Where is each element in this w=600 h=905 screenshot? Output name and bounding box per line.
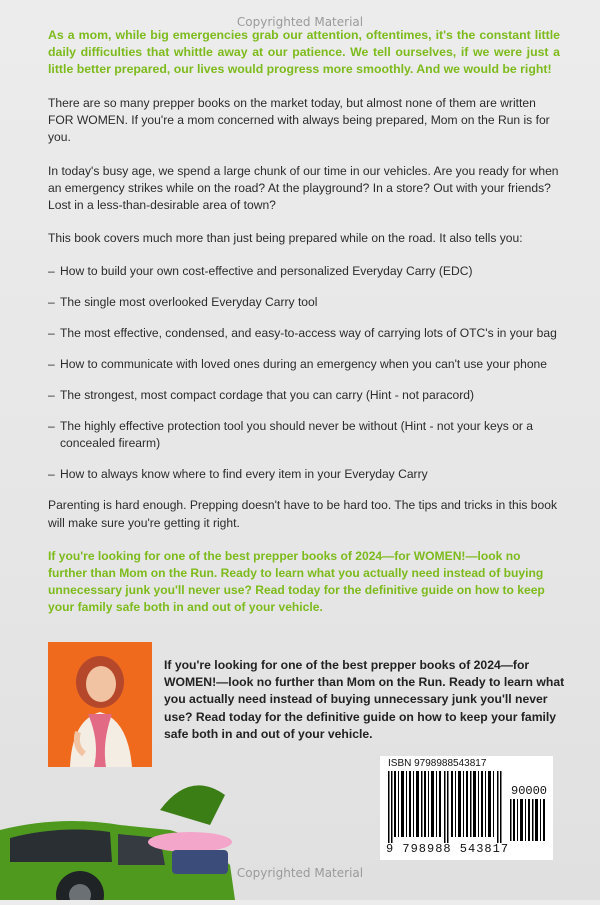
lead-paragraph: As a mom, while big emergencies grab our attention, oftentimes, it's the constant little daily difficulties that whittle away at our patience. We tell ourselves, if we were just a little better prepared, our lives would progress more smoothly. And we would be right! xyxy=(48,28,560,76)
feature-list xyxy=(48,263,560,483)
list-item: – The single most overlooked Everyday Carry tool xyxy=(48,294,560,311)
price-code: 90000 xyxy=(511,784,548,798)
list-item: – How to always know where to find every item in your Everyday Carry xyxy=(48,466,560,483)
list-item: – How to build your own cost-effective and personalized Everyday Carry (EDC) xyxy=(48,263,560,280)
back-cover-text xyxy=(48,27,560,616)
price-barcode-bars xyxy=(510,799,548,841)
list-item: – The highly effective protection tool you should never be without (Hint - not your keys or a concealed firearm) xyxy=(48,418,560,452)
list-item: – The strongest, most compact cordage that you can carry (Hint - not paracord) xyxy=(48,387,560,404)
isbn-label: ISBN 9798988543817 xyxy=(388,758,487,769)
author-bio: If you're looking for one of the best prepper books of 2024—for WOMEN!—look no further than Mom on the Run. Ready to learn what you actually need instead of buying unnecessary junk you'll never use? Read today for the definitive guide on how to keep your family safe both in and out of your vehicle. xyxy=(164,658,565,741)
barcode-bars xyxy=(388,771,506,843)
isbn-barcode xyxy=(380,756,553,860)
paragraph-1: There are so many prepper books on the market today, but almost none of them are written FOR WOMEN. If you're a mom concerned with always being prepared, Mom on the Run is for you. xyxy=(48,96,550,145)
paragraph-3: This book covers much more than just being prepared while on the road. It also tells you: xyxy=(48,231,523,246)
paragraph-2: In today's busy age, we spend a large chunk of our time in our vehicles. Are you ready for when an emergency strikes while on the road? At the playground? In a store? Out with your friends? Lost in a less-than-desirable area of town? xyxy=(48,163,559,213)
watermark-bottom: Copyrighted Material xyxy=(236,866,364,880)
author-photo xyxy=(48,642,152,767)
barcode-number: 9 798988 543817 xyxy=(386,842,510,856)
car-illustration xyxy=(0,770,260,900)
watermark-top: Copyrighted Material xyxy=(236,15,364,29)
list-item: – The most effective, condensed, and easy-to-access way of carrying lots of OTC's in your bag xyxy=(48,325,560,342)
closing-paragraph: Parenting is hard enough. Prepping doesn't have to be hard too. The tips and tricks in this book will make sure you're getting it right. xyxy=(48,498,558,530)
list-item: – How to communicate with loved ones during an emergency when you can't use your phone xyxy=(48,356,560,373)
green-callout: If you're looking for one of the best prepper books of 2024—for WOMEN!—look no further than Mom on the Run. Ready to learn what you actually need instead of buying unnecessary junk you'll never use? Read today for the definitive guide on how to keep your family safe both in and out of your vehicle. xyxy=(48,548,545,614)
